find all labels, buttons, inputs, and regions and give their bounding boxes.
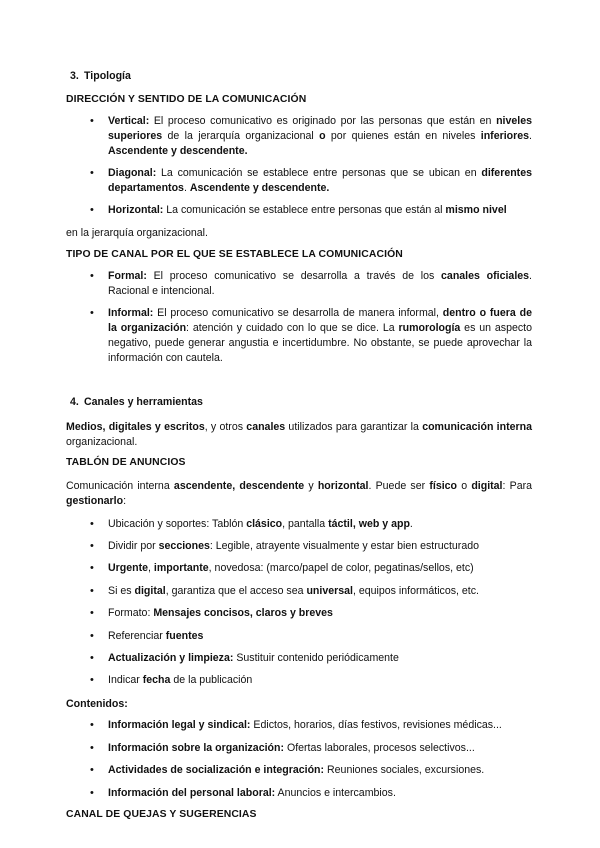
contenidos-item-socializacion: • Actividades de socialización e integración: Reuniones sociales, excursiones.: [108, 763, 532, 778]
tablon-heading: TABLÓN DE ANUNCIOS: [66, 457, 186, 468]
list-item-informal: • Informal: El proceso comunicativo se desarrolla de manera informal, dentro o fuera de la organización: atención y cuidado con lo que se dice. La rumorología es un aspecto negativo, puede generar angustia e incertidumbre. No obstante, se puede aprovechar la información con cautela.: [108, 306, 532, 366]
list-item-diagonal: • Diagonal: La comunicación se establece entre personas que se ubican en diferentes departamentos. Ascendente y descendente.: [108, 166, 532, 196]
list-item-horizontal: • Horizontal: La comunicación se establece entre personas que están al mismo nivel: [108, 203, 532, 218]
section-4-title: 4. Canales y herramientas: [70, 396, 203, 408]
tablon-item-fuentes: • Referenciar fuentes: [108, 629, 532, 644]
tablon-item-secciones: • Dividir por secciones: Legible, atrayente visualmente y estar bien estructurado: [108, 539, 532, 554]
list-item-formal: • Formal: El proceso comunicativo se desarrolla a través de los canales oficiales. Racional e intencional.: [108, 269, 532, 299]
canal-heading: TIPO DE CANAL POR EL QUE SE ESTABLECE LA COMUNICACIÓN: [66, 249, 403, 260]
quejas-heading: CANAL DE QUEJAS Y SUGERENCIAS: [66, 809, 257, 820]
contenidos-item-legal: • Información legal y sindical: Edictos, horarios, días festivos, revisiones médicas...: [108, 718, 532, 733]
section-3-title: 3. Tipología: [70, 70, 131, 82]
contenidos-item-organizacion: • Información sobre la organización: Ofertas laborales, procesos selectivos...: [108, 741, 532, 756]
section-4-intro: Medios, digitales y escritos, y otros canales utilizados para garantizar la comunicación interna organizacional.: [66, 421, 532, 448]
direccion-heading: DIRECCIÓN Y SENTIDO DE LA COMUNICACIÓN: [66, 94, 307, 105]
tablon-intro: Comunicación interna ascendente, descendente y horizontal. Puede ser físico o digital: Para gestionarlo:: [66, 480, 533, 507]
tablon-item-actualizacion: • Actualización y limpieza: Sustituir contenido periódicamente: [108, 651, 532, 666]
tablon-item-fecha: • Indicar fecha de la publicación: [108, 673, 532, 688]
tablon-item-urgente: • Urgente, importante, novedosa: (marco/papel de color, pegatinas/sellos, etc): [108, 561, 532, 576]
contenidos-item-personal: • Información del personal laboral: Anuncios e intercambios.: [108, 786, 532, 801]
tablon-item-digital: • Si es digital, garantiza que el acceso sea universal, equipos informáticos, etc.: [108, 584, 532, 599]
tablon-item-ubicacion: • Ubicación y soportes: Tablón clásico, pantalla táctil, web y app.: [108, 517, 532, 532]
contenidos-heading: Contenidos:: [66, 698, 128, 710]
horizontal-continuation: en la jerarquía organizacional.: [66, 227, 208, 239]
tablon-item-formato: • Formato: Mensajes concisos, claros y breves: [108, 606, 532, 621]
list-item-vertical: • Vertical: El proceso comunicativo es originado por las personas que están en niveles superiores de la jerarquía organizacional o por quienes están en niveles inferiores. Ascendente y descendente.: [108, 114, 532, 159]
